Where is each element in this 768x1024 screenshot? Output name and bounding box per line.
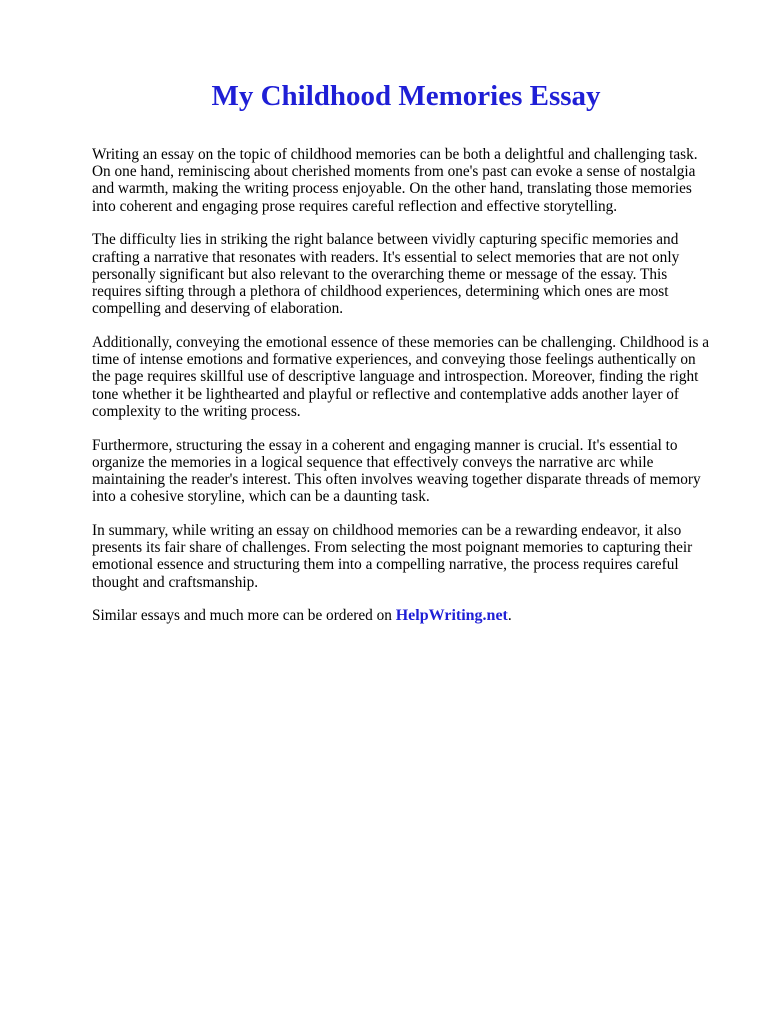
essay-paragraph-1: Writing an essay on the topic of childhood memories can be both a delightful and challenging task. On one hand, reminiscing about cherished moments from one's past can evoke a sense of nostalgia and warmth, making the writing process enjoyable. On the other hand, translating those memories into coherent and engaging prose requires careful reflection and effective storytelling. [92,146,698,215]
essay-body [92,146,724,641]
helpwriting-link[interactable]: HelpWriting.net [395,607,508,625]
footer-note [92,607,724,624]
essay-paragraph-3: Additionally, conveying the emotional essence of these memories can be challenging. Childhood is a time of intense emotions and formative experiences, and conveying those feelings authentically on the page requires skillful use of descriptive language and introspection. Moreover, finding the right tone whether it be lighthearted and playful or reflective and contemplative adds another layer of complexity to the writing process. [92,334,710,420]
footer-suffix: . [507,607,512,625]
footer-prefix: Similar essays and much more can be ordered on [92,607,396,625]
page-title: My Childhood Memories Essay [211,80,601,112]
essay-paragraph-2: The difficulty lies in striking the right balance between vividly capturing specific memories and crafting a narrative that resonates with readers. It's essential to select memories that are not only personally significant but also relevant to the overarching theme or message of the essay. This requires sifting through a plethora of childhood experiences, determining which ones are most compelling and deserving of elaboration. [92,231,680,318]
essay-paragraph-4: Furthermore, structuring the essay in a coherent and engaging manner is crucial. It's essential to organize the memories in a logical sequence that effectively conveys the narrative arc while maintaining the reader's interest. This often involves weaving together disparate threads of memory into a cohesive storyline, which can be a daunting task. [92,436,701,506]
essay-paragraph-5: In summary, while writing an essay on childhood memories can be a rewarding endeavor, it also presents its fair share of challenges. From selecting the most poignant memories to capturing their emotional essence and structuring them into a compelling narrative, the process requires careful thought and craftsmanship. [92,522,693,591]
